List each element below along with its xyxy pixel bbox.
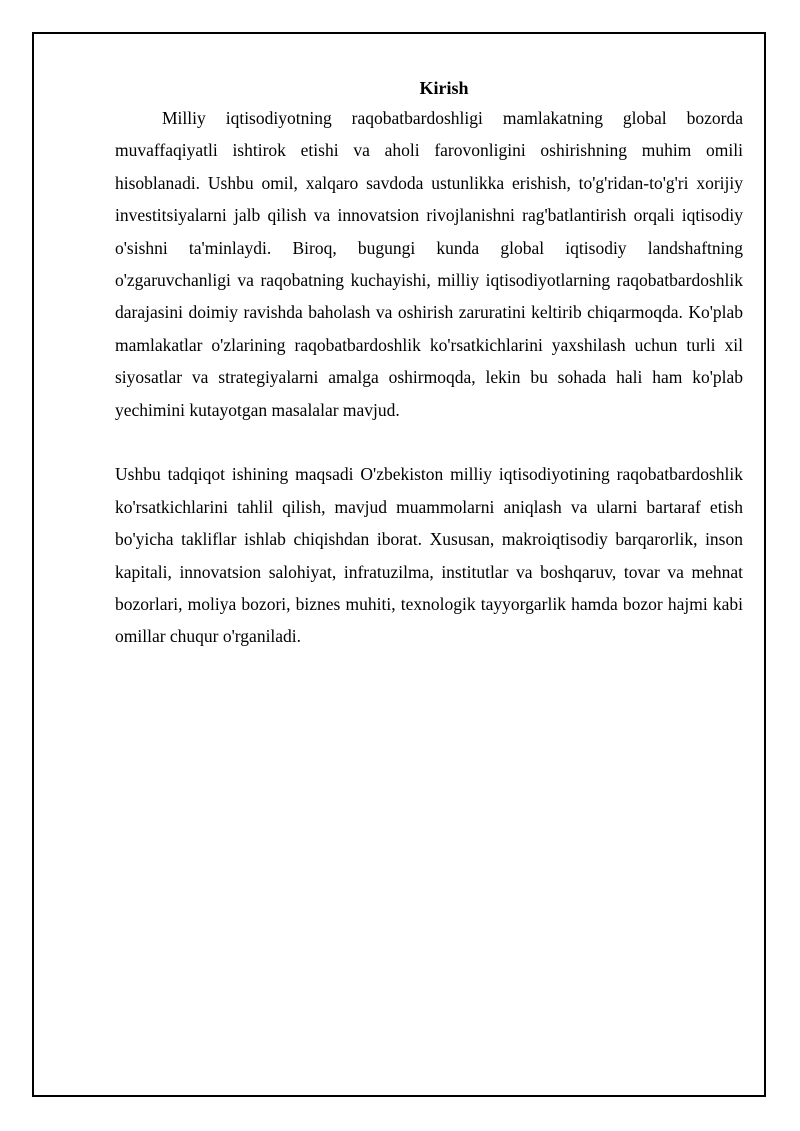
- section-heading: Kirish: [419, 78, 469, 98]
- intro-paragraph: Milliy iqtisodiyotning raqobatbardoshligi mamlakatning global bozorda muvaffaqiyatli ishtirok etishi va aholi farovonligini oshirishning muhim omili hisoblanadi. Ushbu omil, xalqaro savdoda ustunlikka erishish, to'g'ridan-to'g'ri xorijiy investitsiyalarni jalb qilish va innovatsion rivojlanishni rag'batlantirish orqali iqtisodiy o'sishni ta'minlaydi. Biroq, bugungi kunda global iqtisodiy landshaftning o'zgaruvchanligi va raqobatning kuchayishi, milliy iqtisodiyotlarning raqobatbardoshlik darajasini doimiy ravishda baholash va oshirish zaruratini keltirib chiqarmoqda. Ko'plab mamlakatlar o'zlarining raqobatbardoshlik ko'rsatkichlarini yaxshilash uchun turli xil siyosatlar va strategiyalarni amalga oshirmoqda, lekin bu sohada hali ham ko'plab yechimini kutayotgan masalalar mavjud.: [115, 108, 743, 420]
- purpose-paragraph: Ushbu tadqiqot ishining maqsadi O'zbekiston milliy iqtisodiyotining raqobatbardoshlik ko'rsatkichlarini tahlil qilish, mavjud muammolarni aniqlash va ularni bartaraf etish bo'yicha takliflar ishlab chiqishdan iborat. Xususan, makroiqtisodiy barqarorlik, inson kapitali, innovatsion salohiyat, infratuzilma, institutlar va boshqaruv, tovar va mehnat bozorlari, moliya bozori, biznes muhiti, texnologik tayyorgarlik hamda bozor hajmi kabi omillar chuqur o'rganiladi.: [115, 464, 743, 647]
- paragraph-spacer: [115, 426, 743, 458]
- document-body: [115, 74, 743, 653]
